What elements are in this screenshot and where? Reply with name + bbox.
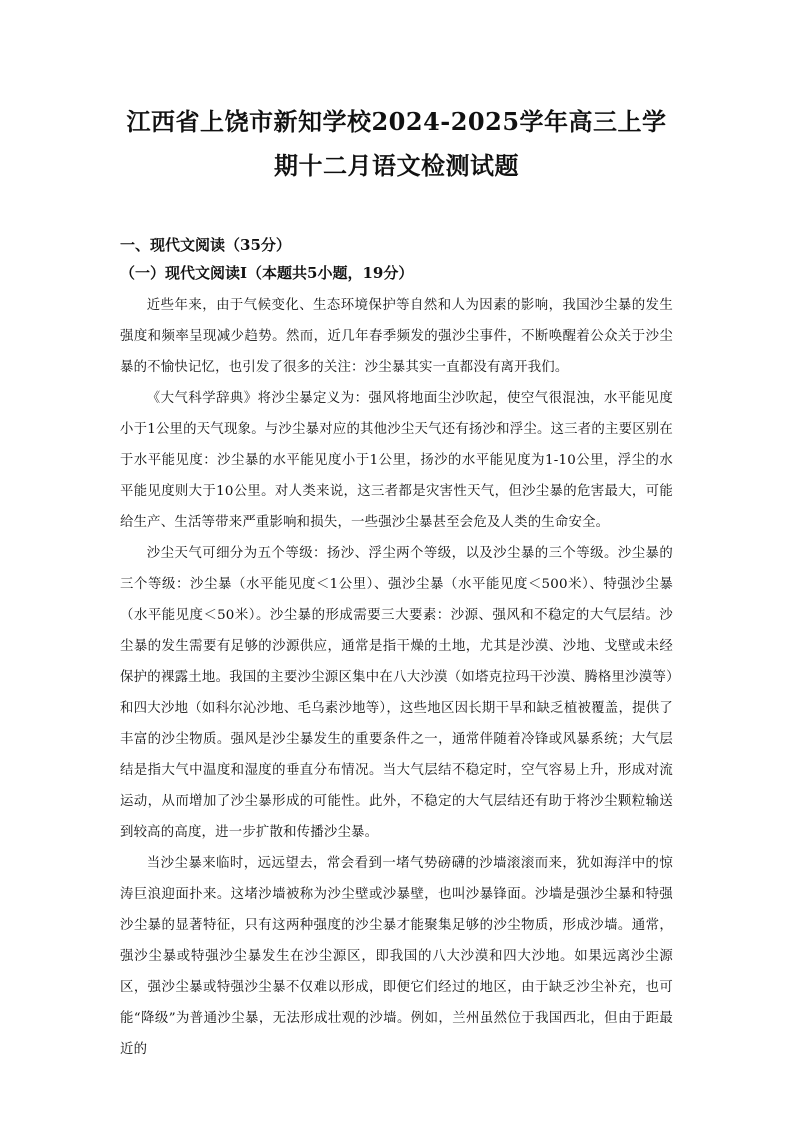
paragraph-4: 当沙尘暴来临时，远远望去，常会看到一堵气势磅礴的沙墙滚滚而来，犹如海洋中的惊涛巨浪迎面扑来。这堵沙墙被称为沙尘壁或沙暴壁，也叫沙暴锋面。沙墙是强沙尘暴和特强沙尘暴的显著特征，只有这两种强度的沙尘暴才能聚集足够的沙尘物质，形成沙墙。通常，强沙尘暴或特强沙尘暴发生在沙尘源区，即我国的八大沙漠和四大沙地。如果远离沙尘源区，强沙尘暴或特强沙尘暴不仅难以形成，即便它们经过的地区，由于缺乏沙尘补充，也可能“降级”为普通沙尘暴，无法形成壮观的沙墙。例如，兰州虽然位于我国西北，但由于距最近的 <box>120 856 673 1057</box>
paragraph-2: 《大气科学辞典》将沙尘暴定义为：强风将地面尘沙吹起，使空气很混浊，水平能见度小于1公里的天气现象。与沙尘暴对应的其他沙尘天气还有扬沙和浮尘。这三者的主要区别在于水平能见度：沙尘暴的水平能见度小于1公里，扬沙的水平能见度为1-10公里，浮尘的水平能见度则大于10公里。对人类来说，这三者都是灾害性天气，但沙尘暴的危害最大，可能给生产、生活等带来严重影响和损失，一些强沙尘暴甚至会危及人类的生命安全。 <box>120 391 673 530</box>
paragraph-1: 近些年来，由于气候变化、生态环境保护等自然和人为因素的影响，我国沙尘暴的发生强度和频率呈现减少趋势。然而，近几年春季频发的强沙尘事件，不断唤醒着公众关于沙尘暴的不愉快记忆，也引发了很多的关注：沙尘暴其实一直都没有离开我们。 <box>120 298 673 375</box>
paragraph-3: 沙尘天气可细分为五个等级：扬沙、浮尘两个等级，以及沙尘暴的三个等级。沙尘暴的三个等级：沙尘暴（水平能见度＜1公里）、强沙尘暴（水平能见度＜500米）、特强沙尘暴（水平能见度＜50米）。沙尘暴的形成需要三大要素：沙源、强风和不稳定的大气层结。沙尘暴的发生需要有足够的沙源供应，通常是指干燥的土地，尤其是沙漠、沙地、戈壁或未经保护的裸露土地。我国的主要沙尘源区集中在八大沙漠（如塔克拉玛干沙漠、腾格里沙漠等）和四大沙地（如科尔沁沙地、毛乌素沙地等），这些地区因长期干旱和缺乏植被覆盖，提供了丰富的沙尘物质。强风是沙尘暴发生的重要条件之一，通常伴随着冷锋或风暴系统；大气层结是指大气中温度和湿度的垂直分布情况。当大气层结不稳定时，空气容易上升，形成对流运动，从而增加了沙尘暴形成的可能性。此外，不稳定的大气层结还有助于将沙尘颗粒输送到较高的高度，进一步扩散和传播沙尘暴。 <box>120 546 673 840</box>
sub-heading: （一）现代文阅读Ⅰ（本题共5小题，19分） <box>120 264 414 282</box>
section-heading: 一、现代文阅读（35分） <box>120 236 291 254</box>
document-title: 江西省上饶市新知学校2024-2025学年高三上学期十二月语文检测试题 <box>126 107 667 180</box>
